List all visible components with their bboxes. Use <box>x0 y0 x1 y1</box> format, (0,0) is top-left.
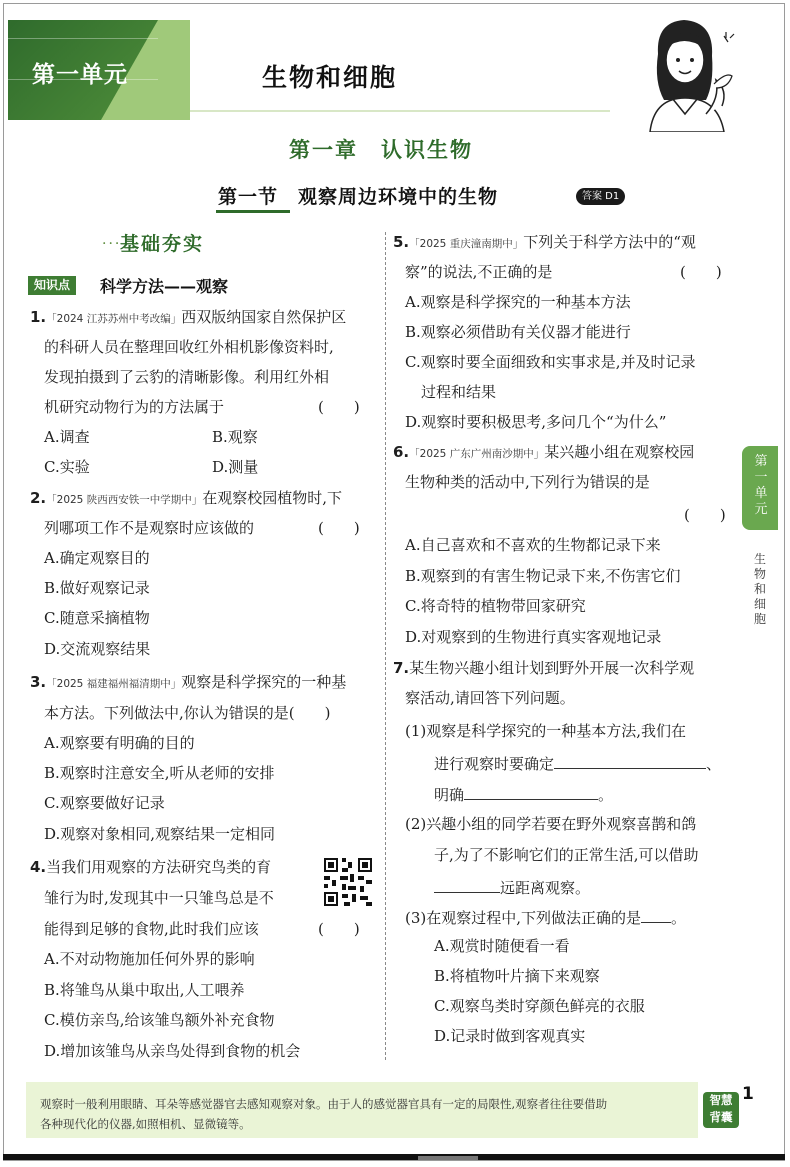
option-d: D.对观察到的生物进行真实客观地记录 <box>405 628 662 646</box>
subquestion-2-line-3: 远距离观察。 <box>434 876 590 898</box>
option-c: C.将奇特的植物带回家研究 <box>405 597 586 615</box>
option-b: B.观察 <box>212 428 258 446</box>
question-7-line-2: 察活动,请回答下列问题。 <box>405 689 575 707</box>
question-1-line-3: 发现拍摄到了云豹的清晰影像。利用红外相 <box>44 368 330 386</box>
answer-paren: ( ) <box>680 263 722 281</box>
question-4-line-2: 雏行为时,发现其中一只雏鸟总是不 <box>44 889 274 907</box>
unit-label: 第一单元 <box>32 62 128 88</box>
option-c: C.实验 <box>44 458 90 476</box>
option-c-continued: 过程和结果 <box>421 383 497 401</box>
option-d: D.观察对象相同,观察结果一定相同 <box>44 825 276 843</box>
heading-dots: ··· <box>102 236 122 252</box>
option-d: D.交流观察结果 <box>44 640 151 658</box>
answer-blank[interactable] <box>464 783 598 800</box>
answer-paren: ( ) <box>318 519 360 537</box>
option-b: B.观察到的有害生物记录下来,不伤害它们 <box>405 567 681 585</box>
option-a: A.确定观察目的 <box>44 549 150 567</box>
section-heading: 基础夯实 <box>120 233 205 255</box>
knowledge-title: 科学方法——观察 <box>100 277 229 296</box>
option-d: D.增加该雏鸟从亲鸟处得到食物的机会 <box>44 1042 301 1060</box>
bottom-rule <box>3 1154 785 1160</box>
column-divider <box>385 232 386 1060</box>
question-3-line-2: 本方法。下列做法中,你认为错误的是( ) <box>44 704 331 722</box>
option-d: D.记录时做到客观真实 <box>434 1027 586 1045</box>
subquestion-1-line-1: (1)观察是科学探究的一种基本方法,我们在 <box>405 722 687 740</box>
question-6-line-1: 6.「2025 广东广州南沙期中」某兴趣小组在观察校园 <box>393 443 695 461</box>
question-4-line-1: 4.当我们用观察的方法研究鸟类的育 <box>30 858 272 876</box>
section-title: 第一节 观察周边环境中的生物 <box>218 186 499 208</box>
option-b: B.将雏鸟从巢中取出,人工喂养 <box>44 981 245 999</box>
page-number: 1 <box>742 1084 754 1104</box>
answer-paren: ( ) <box>318 398 360 416</box>
option-a: A.观察要有明确的目的 <box>44 734 195 752</box>
answer-paren: ( ) <box>318 920 360 938</box>
answer-blank[interactable] <box>641 906 671 923</box>
subquestion-2-line-1: (2)兴趣小组的同学若要在野外观察喜鹊和鸽 <box>405 815 697 833</box>
subquestion-3-line-1: (3)在观察过程中,下列做法正确的是 。 <box>405 906 686 928</box>
knowledge-tag: 知识点 <box>28 276 76 295</box>
bottom-logo <box>418 1156 478 1160</box>
question-5-line-2: 察”的说法,不正确的是 <box>405 263 553 281</box>
question-2-line-1: 2.「2025 陕西西安铁一中学期中」在观察校园植物时,下 <box>30 489 342 507</box>
option-d: D.测量 <box>212 458 259 476</box>
side-tab-unit: 第一单元 <box>754 454 768 517</box>
wisdom-badge <box>703 1092 739 1128</box>
answer-tag: 答案 D1 <box>576 188 625 205</box>
subquestion-1-line-3: 明确 。 <box>434 783 613 805</box>
question-6-line-2: 生物种类的活动中,下列行为错误的是 <box>405 473 650 491</box>
student-illustration-icon <box>628 14 738 132</box>
tip-line-2: 各种现代化的仪器,如照相机、显微镜等。 <box>40 1117 251 1131</box>
tip-line-1: 观察时一般利用眼睛、耳朵等感觉器官去感知观察对象。由于人的感觉器官具有一定的局限性,观察者往往要借助 <box>40 1097 608 1111</box>
option-d: D.观察时要积极思考,多问几个“为什么” <box>405 413 667 431</box>
option-a: A.自己喜欢和不喜欢的生物都记录下来 <box>405 536 661 554</box>
chapter-title: 第一章 认识生物 <box>289 138 473 162</box>
unit-title: 生物和细胞 <box>262 63 398 92</box>
option-c: C.随意采摘植物 <box>44 609 150 627</box>
option-a: A.观察是科学探究的一种基本方法 <box>405 293 631 311</box>
question-1-line-1: 1.「2024 江苏苏州中考改编」西双版纳国家自然保护区 <box>30 308 347 326</box>
option-c: C.观察要做好记录 <box>44 794 165 812</box>
option-a: A.不对动物施加任何外界的影响 <box>44 950 255 968</box>
question-7-line-1: 7.某生物兴趣小组计划到野外开展一次科学观 <box>393 659 695 677</box>
question-1-line-2: 的科研人员在整理回收红外相机影像资料时, <box>44 338 334 356</box>
answer-blank[interactable] <box>554 752 706 769</box>
qr-code-icon[interactable] <box>322 856 374 908</box>
option-c: C.观察时要全面细致和实事求是,并及时记录 <box>405 353 696 371</box>
subquestion-1-line-2: 进行观察时要确定 、 <box>434 752 721 774</box>
question-5-line-1: 5.「2025 重庆潼南期中」下列关于科学方法中的“观 <box>393 233 696 251</box>
subquestion-2-line-2: 子,为了不影响它们的正常生活,可以借助 <box>434 846 699 864</box>
answer-blank[interactable] <box>434 876 500 893</box>
section-underline <box>216 210 290 213</box>
option-b: B.观察时注意安全,听从老师的安排 <box>44 764 275 782</box>
option-b: B.做好观察记录 <box>44 579 150 597</box>
answer-paren: ( ) <box>684 506 726 524</box>
option-a: A.观赏时随便看一看 <box>434 937 570 955</box>
side-tab-title: 生物和细胞 <box>753 552 766 626</box>
tip-text <box>40 1094 690 1134</box>
option-c: C.观察鸟类时穿颜色鲜亮的衣服 <box>434 997 645 1015</box>
option-b: B.将植物叶片摘下来观察 <box>434 967 600 985</box>
wisdom-badge-top: 智慧 <box>709 1093 733 1107</box>
option-a: A.调查 <box>44 428 90 446</box>
question-1-line-4: 机研究动物行为的方法属于 <box>44 398 225 416</box>
wisdom-badge-bottom: 背囊 <box>709 1110 733 1124</box>
question-3-line-1: 3.「2025 福建福州福清期中」观察是科学探究的一种基 <box>30 673 347 691</box>
option-b: B.观察必须借助有关仪器才能进行 <box>405 323 631 341</box>
question-4-line-3: 能得到足够的食物,此时我们应该 <box>44 920 259 938</box>
header-rule <box>190 110 610 112</box>
question-2-line-2: 列哪项工作不是观察时应该做的 <box>44 519 255 537</box>
option-c: C.模仿亲鸟,给该雏鸟额外补充食物 <box>44 1011 275 1029</box>
